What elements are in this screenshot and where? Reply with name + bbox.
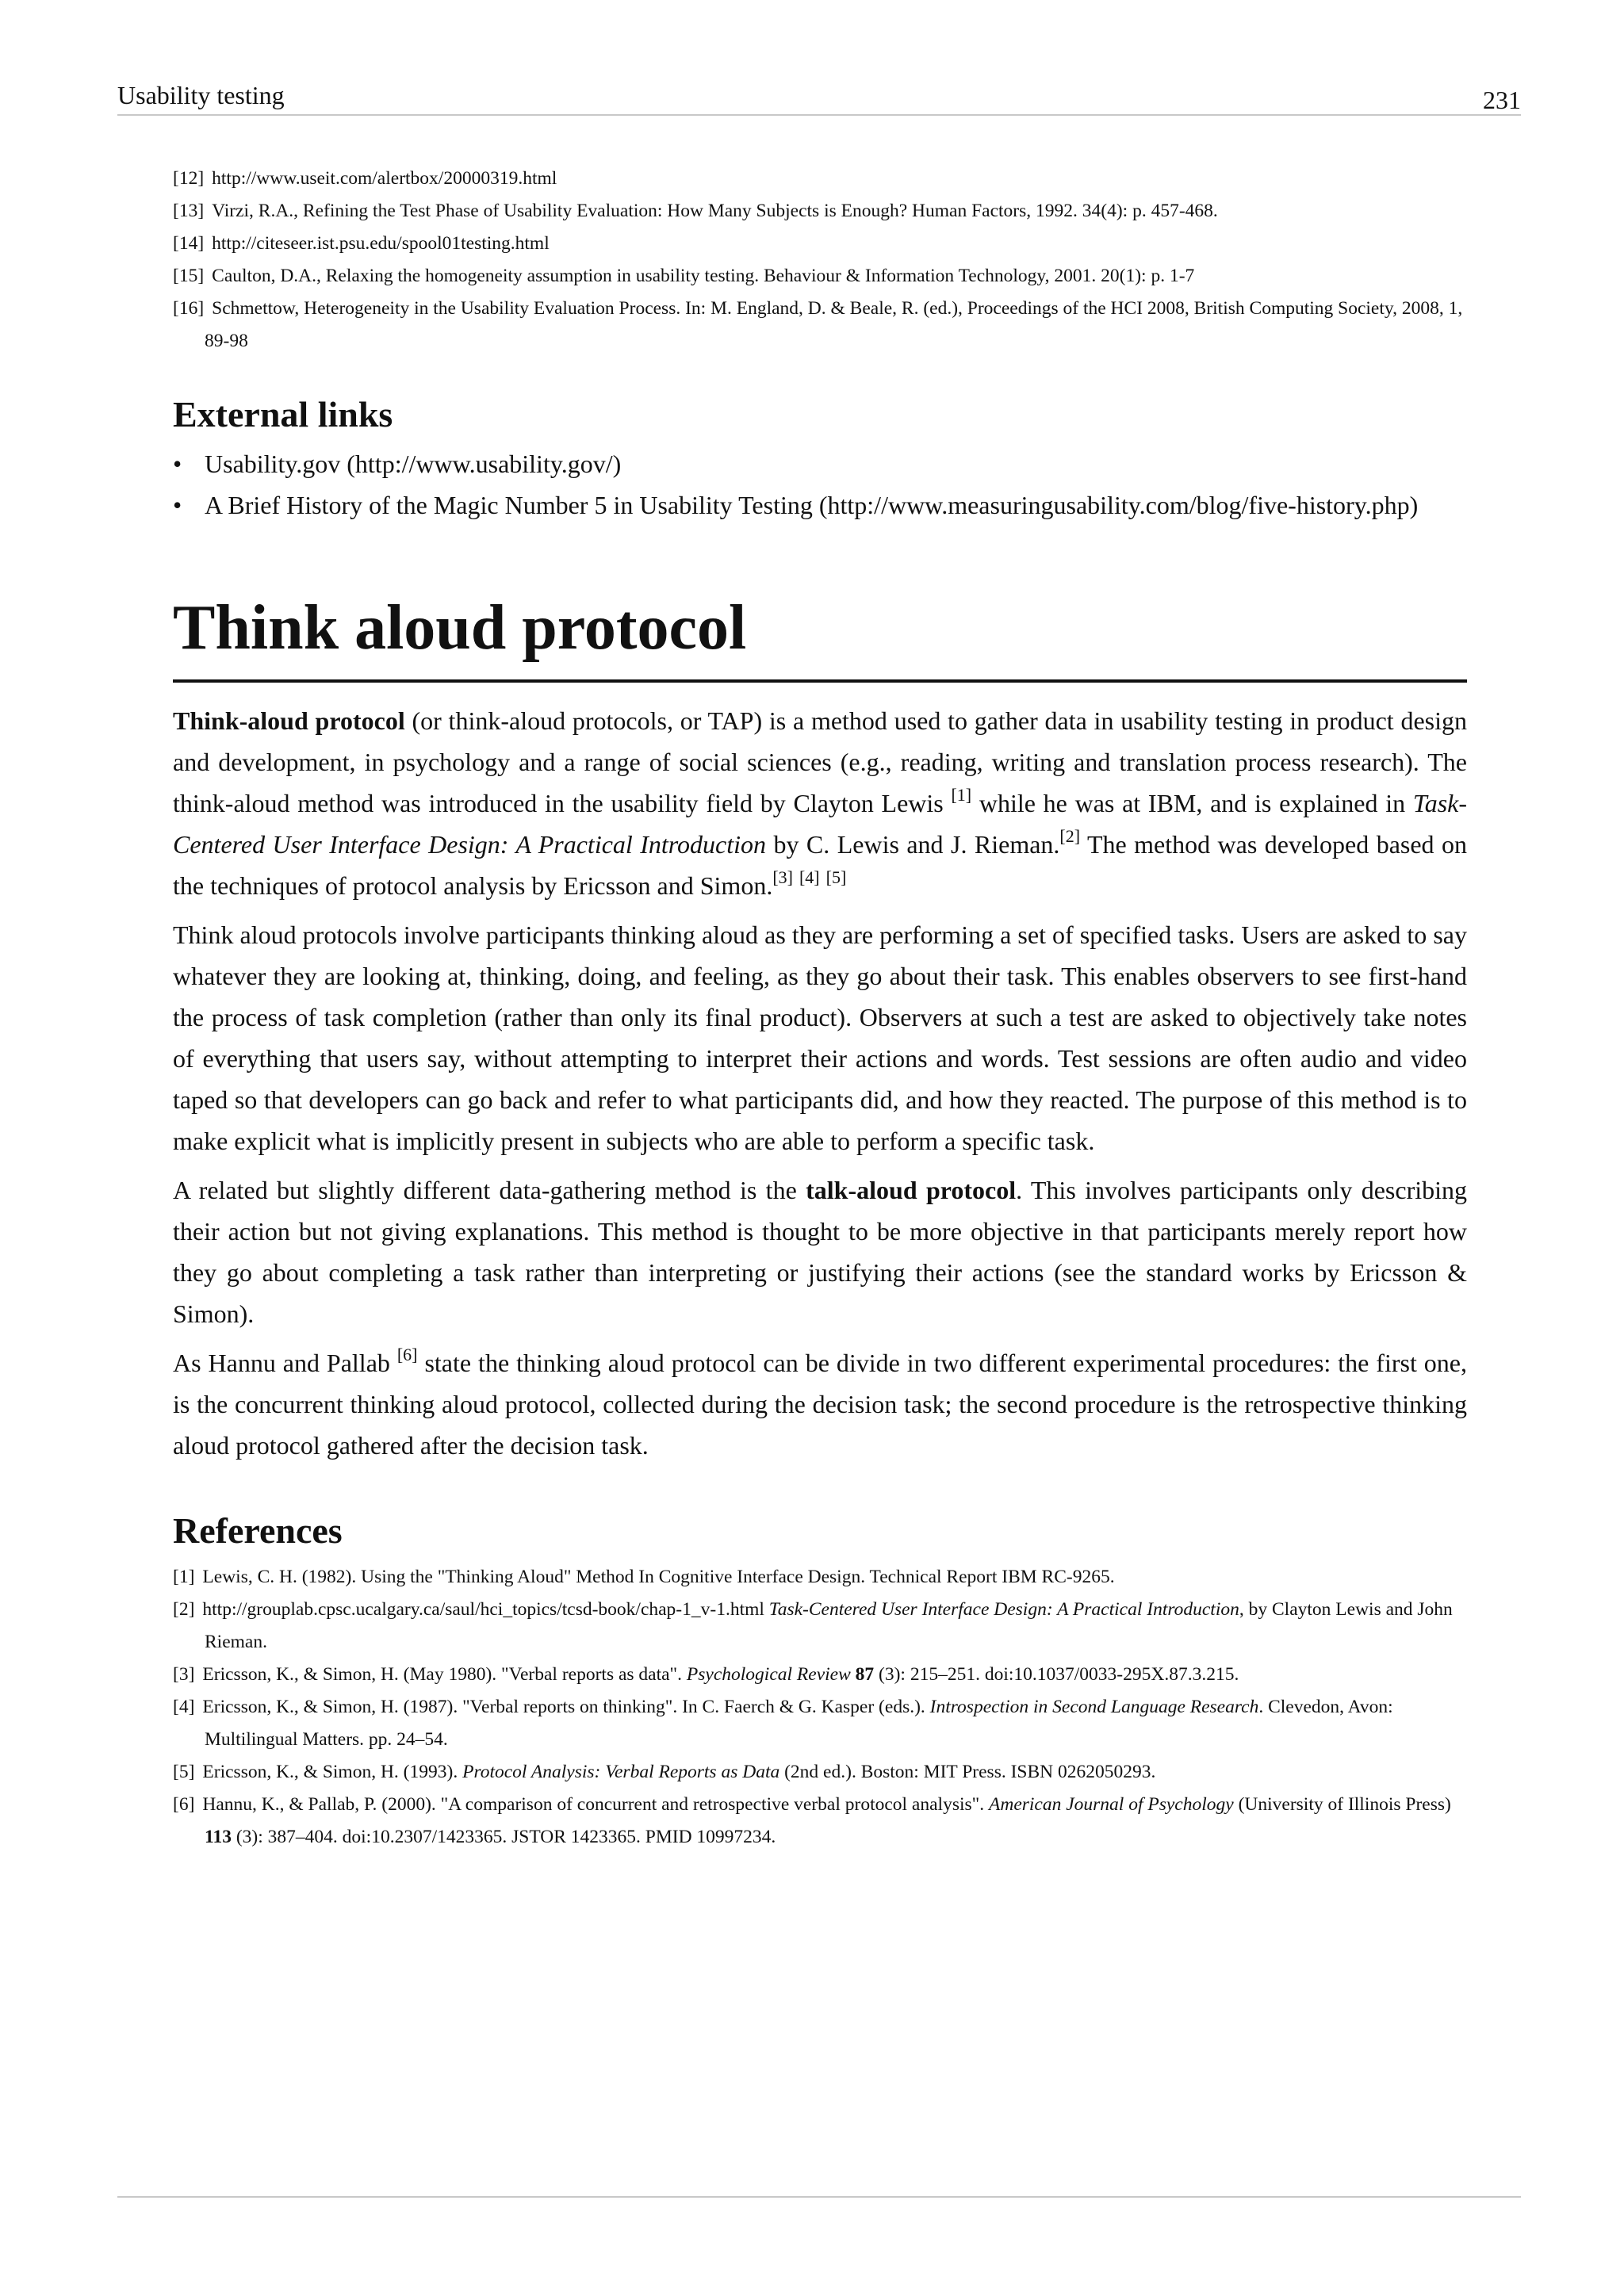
reference-text: Ericsson, K., & Simon, H. (1987). "Verbal reports on thinking". In C. Faerch & G. Kasper (eds.). <box>202 1697 930 1717</box>
reference-item <box>173 1691 1467 1756</box>
paragraph-text: As Hannu and Pallab <box>173 1349 397 1377</box>
paragraph-text: The method was developed based on the techniques of protocol analysis by Ericsson and Simon. <box>173 830 1468 900</box>
reference-number: [13] <box>173 201 205 221</box>
page-content <box>173 163 1467 1854</box>
reference-text: Ericsson, K., & Simon, H. (May 1980). "Verbal reports as data". <box>202 1664 687 1685</box>
reference-bold: 113 <box>205 1827 232 1847</box>
reference-item <box>173 163 1467 195</box>
reference-text: , by Clayton Lewis and John Rieman. <box>205 1599 1453 1652</box>
citation-link[interactable]: [2] <box>1059 826 1081 847</box>
reference-item <box>173 1789 1467 1854</box>
references-heading: References <box>173 1510 343 1551</box>
paragraph-text: state the thinking aloud protocol can be divide in two different experimental procedures: the first one, is the concurrent thinking aloud protocol, collected during the decision task; the second procedure is the retrospective thinking aloud protocol gathered after the decision task. <box>173 1349 1468 1460</box>
reference-text: Lewis, C. H. (1982). Using the "Thinking Aloud" Method In Cognitive Interface Design. Technical Report IBM RC-9265. <box>202 1567 1115 1587</box>
reference-text: Virzi, R.A., Refining the Test Phase of Usability Evaluation: How Many Subjects is Enough? Human Factors, 1992. 34(4): p. 457-468. <box>212 201 1218 221</box>
reference-italic: Task-Centered User Interface Design: A Practical Introduction <box>768 1599 1239 1620</box>
external-links-list <box>173 443 1467 526</box>
reference-item <box>173 1594 1467 1659</box>
reference-text: (University of Illinois Press) <box>1233 1794 1451 1815</box>
reference-text: (3): 387–404. doi:10.2307/1423365. JSTOR 1423365. PMID 10997234. <box>231 1827 776 1847</box>
bold-term: talk-aloud protocol <box>806 1176 1017 1204</box>
running-header <box>117 76 1521 116</box>
reference-item <box>173 1659 1467 1691</box>
reference-text: (3): 215–251. doi:10.1037/0033-295X.87.3.215. <box>874 1664 1239 1685</box>
references-list <box>173 1561 1467 1854</box>
reference-link[interactable]: http://citeseer.ist.psu.edu/spool01testing.html <box>212 233 550 254</box>
reference-number: [6] <box>173 1794 195 1815</box>
reference-item <box>173 228 1467 260</box>
paragraph-text: by C. Lewis and J. Rieman. <box>766 830 1060 859</box>
paragraph <box>173 700 1467 906</box>
italic-title: Task-Centered User Interface Design: A Practical Introduction <box>173 789 1468 859</box>
reference-number: [14] <box>173 233 205 254</box>
reference-text: . Clevedon, Avon: Multilingual Matters. pp. 24–54. <box>205 1697 1393 1750</box>
previous-article-references <box>173 163 1467 358</box>
reference-italic: Psychological Review <box>686 1664 851 1685</box>
reference-text: Schmettow, Heterogeneity in the Usability Evaluation Process. In: M. England, D. & Beale, R. (ed.), Proceedings of the HCI 2008, British Computing Society, 2008, 1, 89-98 <box>205 298 1463 351</box>
reference-item <box>173 293 1467 358</box>
page-number: 231 <box>1483 86 1521 114</box>
reference-italic: American Journal of Psychology <box>989 1794 1234 1815</box>
reference-number: [1] <box>173 1567 195 1587</box>
external-link-item[interactable] <box>173 443 1467 484</box>
reference-number: [12] <box>173 168 205 189</box>
reference-number: [15] <box>173 266 205 286</box>
reference-item <box>173 195 1467 228</box>
reference-number: [3] <box>173 1664 195 1685</box>
citation-link[interactable]: [1] <box>951 785 972 806</box>
article-body <box>173 700 1467 1466</box>
reference-item <box>173 1756 1467 1789</box>
footer-rule <box>117 2196 1521 2198</box>
reference-text: Ericsson, K., & Simon, H. (1993). <box>202 1762 463 1782</box>
bullet-icon: • <box>173 491 182 519</box>
bold-term: Think-aloud protocol <box>173 706 405 735</box>
bullet-icon: • <box>173 450 182 478</box>
reference-item <box>173 260 1467 293</box>
reference-italic: Introspection in Second Language Research <box>929 1697 1259 1717</box>
reference-number: [16] <box>173 298 205 319</box>
reference-link[interactable]: http://www.useit.com/alertbox/20000319.html <box>212 168 557 189</box>
reference-item <box>173 1561 1467 1594</box>
external-links-heading: External links <box>173 394 393 434</box>
external-link-text[interactable]: A Brief History of the Magic Number 5 in Usability Testing (http://www.measuringusability.com/blog/five-history.php) <box>205 491 1419 519</box>
paragraph: Think aloud protocols involve participants thinking aloud as they are performing a set of specified tasks. Users are asked to say whatever they are looking at, thinking, doing, and feeling, as they go about their task. This enables observers to see first-hand the process of task completion (rather than only its final product). Observers at such a test are asked to objectively take notes of everything that users say, without attempting to interpret their actions and words. Test sessions are often audio and video taped so that developers can go back and refer to what participants did, and how they reacted. The purpose of this method is to make explicit what is implicitly present in subjects who are able to perform a specific task. <box>173 920 1467 1155</box>
reference-text: (2nd ed.). Boston: MIT Press. ISBN 0262050293. <box>779 1762 1156 1782</box>
paragraph-text: . This involves participants only describing their action but not giving explanations. This method is thought to be more objective in that participants merely report how they go about completing a task rather than interpreting or justifying their actions (see the standard works by Ericsson & Simon). <box>173 1176 1468 1328</box>
paragraph-text: A related but slightly different data-gathering method is the <box>173 1176 806 1204</box>
paragraph <box>173 1342 1467 1466</box>
reference-text: Caulton, D.A., Relaxing the homogeneity assumption in usability testing. Behaviour & Information Technology, 2001. 20(1): p. 1-7 <box>212 266 1195 286</box>
article-title: Think aloud protocol <box>173 586 1467 683</box>
external-link-text[interactable]: Usability.gov (http://www.usability.gov/) <box>205 450 622 478</box>
reference-number: [2] <box>173 1599 195 1620</box>
external-link-item[interactable] <box>173 484 1467 526</box>
paragraph-text: (or think-aloud protocols, or TAP) is a method used to gather data in usability testing in product design and development, in psychology and a range of social sciences (e.g., reading, writing and translation process research). The think-aloud method was introduced in the usability field by Clayton Lewis <box>173 706 1467 817</box>
reference-text: Hannu, K., & Pallab, P. (2000). "A comparison of concurrent and retrospective verbal protocol analysis". <box>202 1794 989 1815</box>
reference-bold: 87 <box>850 1664 875 1685</box>
reference-number: [4] <box>173 1697 195 1717</box>
paragraph <box>173 1169 1467 1334</box>
citation-link[interactable]: [4] <box>799 867 820 888</box>
reference-number: [5] <box>173 1762 195 1782</box>
reference-link[interactable]: http://grouplab.cpsc.ucalgary.ca/saul/hci_topics/tcsd-book/chap-1_v-1.html <box>202 1599 769 1620</box>
citation-link[interactable]: [6] <box>396 1345 418 1365</box>
running-header-title: Usability testing <box>117 81 285 109</box>
reference-italic: Protocol Analysis: Verbal Reports as Data <box>462 1762 780 1782</box>
citation-link[interactable]: [3] <box>772 867 793 888</box>
paragraph-text: while he was at IBM, and is explained in <box>971 789 1413 817</box>
citation-link[interactable]: [5] <box>825 867 847 888</box>
